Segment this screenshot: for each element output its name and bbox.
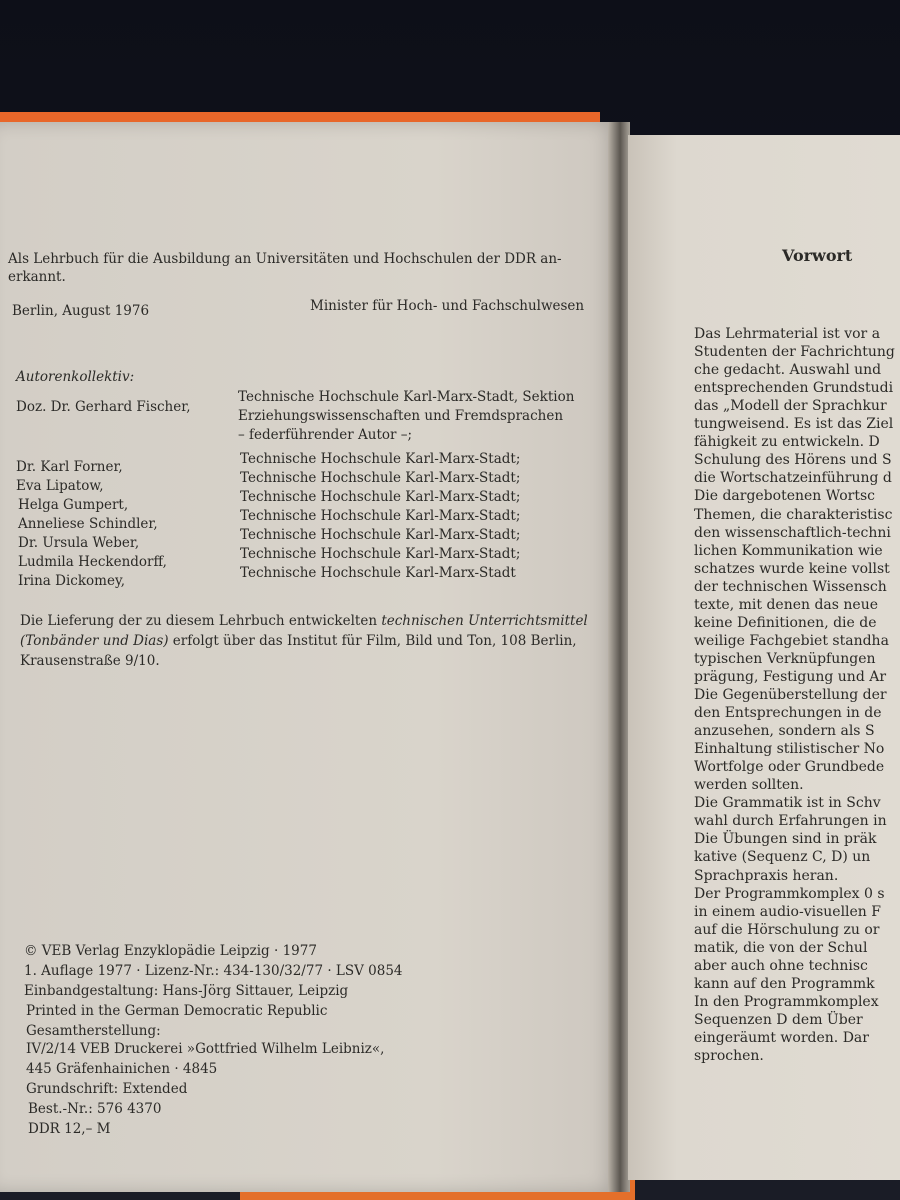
delivery-line-2 (20, 632, 577, 650)
foreword-line: die Wortschatzeinführung d (694, 470, 892, 487)
foreword-line: kann auf den Programmk (694, 975, 875, 992)
foreword-line: typischen Verknüpfungen (694, 650, 876, 667)
foreword-line: Themen, die charakteristisc (694, 506, 893, 523)
foreword-line: kative (Sequenz C, D) un (694, 849, 871, 866)
author-name: Eva Lipatow, (16, 478, 104, 494)
delivery-emphasis: technischen Unterrichtsmittel (381, 613, 588, 629)
foreword-line: in einem audio-visuellen F (694, 903, 881, 920)
foreword-line: fähigkeit zu entwickeln. D (694, 434, 880, 451)
foreword-line: Der Programmkomplex 0 s (694, 885, 885, 902)
author-affiliation: Technische Hochschule Karl-Marx-Stadt; (240, 546, 521, 562)
imprint-line: DDR 12,– M (28, 1121, 111, 1137)
foreword-line: aber auch ohne technisc (694, 957, 868, 974)
imprint-line: © VEB Verlag Enzyklopädie Leipzig · 1977 (24, 943, 317, 959)
right-page (628, 135, 900, 1180)
foreword-line: Sprachpraxis heran. (694, 867, 839, 884)
author-name: Dr. Karl Forner, (16, 459, 123, 475)
imprint-line: 1. Auflage 1977 · Lizenz-Nr.: 434-130/32/77 · LSV 0854 (24, 963, 403, 979)
author-affiliation: Technische Hochschule Karl-Marx-Stadt; (240, 451, 521, 467)
foreword-line: sprochen. (694, 1048, 764, 1064)
author-affiliation: Technische Hochschule Karl-Marx-Stadt; (240, 508, 521, 524)
author-name: Anneliese Schindler, (18, 516, 158, 532)
book-gutter (608, 122, 630, 1192)
foreword-line: Das Lehrmaterial ist vor a (694, 326, 881, 342)
delivery-line-3: Krausenstraße 9/10. (20, 653, 160, 669)
foreword-line: Studenten der Fachrichtung (694, 344, 895, 361)
imprint-line: Gesamtherstellung: (26, 1023, 161, 1039)
foreword-line: Die Grammatik ist in Schv (694, 795, 881, 812)
foreword-line: anzusehen, sondern als S (694, 723, 875, 740)
lead-author: Doz. Dr. Gerhard Fischer, (16, 399, 191, 415)
foreword-line: das „Modell der Sprachkur (694, 398, 887, 415)
lead-affiliation-line-2: Erziehungswissenschaften und Fremdsprachen (238, 408, 564, 424)
foreword-line: Sequenzen D dem Über (694, 1011, 863, 1028)
foreword-line: tungweisend. Es ist das Ziel (694, 416, 894, 433)
author-name: Dr. Ursula Weber, (18, 535, 140, 551)
foreword-line: Die Übungen sind in präk (694, 831, 877, 848)
foreword-line: texte, mit denen das neue (694, 596, 879, 613)
foreword-line: schatzes wurde keine vollst (694, 560, 890, 577)
approval-line-1: Als Lehrbuch für die Ausbildung an Universitäten und Hochschulen der DDR an- (8, 251, 562, 267)
delivery-emphasis: (Tonbänder und Dias) (20, 633, 169, 649)
delivery-text: Die Lieferung der zu diesem Lehrbuch entwickelten (20, 613, 382, 629)
foreword-line: wahl durch Erfahrungen in (694, 813, 887, 830)
author-affiliation: Technische Hochschule Karl-Marx-Stadt (240, 565, 516, 581)
imprint-line: Grundschrift: Extended (26, 1081, 188, 1097)
place-date: Berlin, August 1976 (12, 303, 150, 319)
foreword-line: Schulung des Hörens und S (694, 452, 892, 469)
foreword-line: weilige Fachgebiet standha (694, 632, 889, 649)
foreword-line: che gedacht. Auswahl und (694, 362, 882, 379)
foreword-line: lichen Kommunikation wie (694, 542, 883, 559)
author-affiliation: Technische Hochschule Karl-Marx-Stadt; (240, 489, 521, 505)
foreword-line: werden sollten. (694, 777, 804, 794)
left-page (0, 122, 620, 1192)
foreword-line: prägung, Festigung und Ar (694, 668, 887, 685)
author-name: Ludmila Heckendorff, (18, 554, 167, 570)
foreword-line: Wortfolge oder Grundbede (694, 759, 885, 776)
imprint-line: Einbandgestaltung: Hans-Jörg Sittauer, Leipzig (24, 983, 349, 999)
imprint-line: IV/2/14 VEB Druckerei »Gottfried Wilhelm Leibniz«, (26, 1041, 385, 1057)
foreword-line: keine Definitionen, die de (694, 614, 877, 631)
imprint-line: Printed in the German Democratic Republic (26, 1003, 328, 1019)
foreword-line: matik, die von der Schul (694, 939, 868, 956)
foreword-line: In den Programmkomplex (694, 993, 879, 1010)
delivery-text: erfolgt über das Institut für Film, Bild und Ton, 108 Berlin, (168, 633, 577, 649)
ministry: Minister für Hoch- und Fachschulwesen (310, 298, 585, 314)
foreword-line: Einhaltung stilistischer No (694, 741, 885, 758)
author-affiliation: Technische Hochschule Karl-Marx-Stadt; (240, 470, 521, 486)
approval-line-2: erkannt. (8, 269, 66, 285)
foreword-line: eingeräumt worden. Dar (694, 1029, 869, 1046)
foreword-line: Die Gegenüberstellung der (694, 687, 887, 703)
lead-affiliation-line-3: – federführender Autor –; (238, 427, 413, 443)
author-name: Helga Gumpert, (18, 497, 129, 513)
foreword-line: Die dargebotenen Wortsc (694, 488, 875, 505)
foreword-line: den Entsprechungen in de (694, 705, 882, 722)
imprint-line: Best.-Nr.: 576 4370 (28, 1101, 162, 1117)
author-affiliation: Technische Hochschule Karl-Marx-Stadt; (240, 527, 521, 543)
lead-affiliation-line-1: Technische Hochschule Karl-Marx-Stadt, Sektion (238, 389, 575, 405)
authors-heading: Autorenkollektiv: (16, 369, 135, 385)
delivery-line-1 (20, 612, 588, 630)
author-name: Irina Dickomey, (18, 573, 126, 589)
imprint-line: 445 Gräfenhainichen · 4845 (26, 1061, 218, 1077)
foreword-line: entsprechenden Grundstudi (694, 380, 894, 397)
foreword-line: der technischen Wissensch (694, 578, 887, 595)
foreword-line: den wissenschaftlich-techni (694, 524, 891, 541)
foreword-heading: Vorwort (782, 246, 853, 265)
foreword-line: auf die Hörschulung zu or (694, 921, 880, 938)
